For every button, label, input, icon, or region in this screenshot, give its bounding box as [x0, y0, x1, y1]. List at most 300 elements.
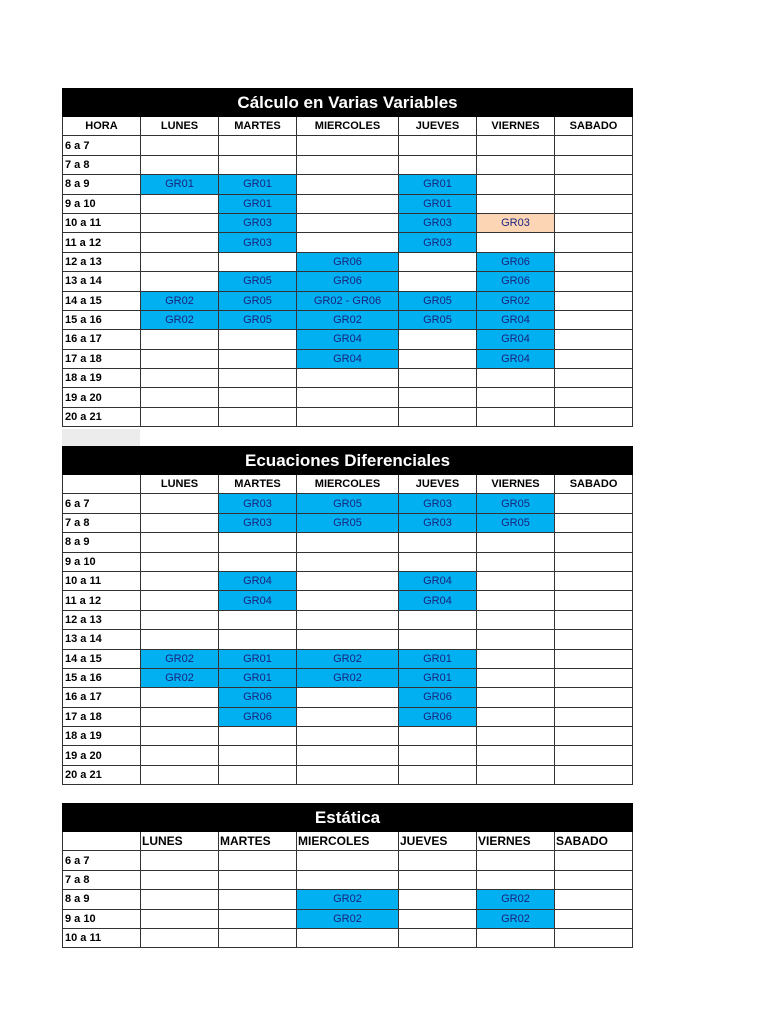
schedule-cell[interactable]: GR02 [297, 890, 399, 909]
table-row [63, 591, 633, 610]
schedule-cell[interactable] [219, 909, 297, 928]
schedule-cell[interactable] [219, 388, 297, 407]
schedule-cell[interactable]: GR03 [399, 494, 477, 513]
schedule-cell[interactable] [297, 630, 399, 649]
column-header: MARTES [219, 117, 297, 136]
schedule-cell[interactable] [297, 591, 399, 610]
schedule-cell[interactable]: GR02 [141, 310, 219, 329]
hour-label: 18 a 19 [63, 369, 141, 388]
table-row [63, 310, 633, 329]
hour-label: 20 a 21 [63, 765, 141, 784]
table-row [63, 746, 633, 765]
schedule-cell[interactable] [141, 494, 219, 513]
schedule-cell[interactable] [297, 533, 399, 552]
table-row [63, 136, 633, 155]
schedule-cell[interactable]: GR02 [141, 649, 219, 668]
schedule-cell[interactable] [141, 533, 219, 552]
schedule-cell[interactable] [141, 155, 219, 174]
hour-label: 20 a 21 [63, 407, 141, 426]
schedule-cell[interactable] [555, 533, 633, 552]
table-row [63, 688, 633, 707]
schedule-cell[interactable] [219, 890, 297, 909]
schedule-cell[interactable]: GR03 [399, 213, 477, 232]
hour-label: 6 a 7 [63, 494, 141, 513]
schedule-cell[interactable] [555, 552, 633, 571]
schedule-cell[interactable] [555, 494, 633, 513]
schedule-cell[interactable] [477, 155, 555, 174]
schedule-cell[interactable]: GR02 - GR06 [297, 291, 399, 310]
schedule-cell[interactable] [219, 851, 297, 870]
schedule-cell[interactable] [477, 928, 555, 947]
schedule-cell[interactable] [141, 591, 219, 610]
schedule-cell[interactable] [555, 407, 633, 426]
schedule-cell[interactable] [477, 591, 555, 610]
schedule-cell[interactable] [399, 533, 477, 552]
schedule-cell[interactable] [555, 175, 633, 194]
table-row [63, 928, 633, 947]
schedule-cell[interactable]: GR04 [219, 591, 297, 610]
schedule-cell[interactable] [555, 330, 633, 349]
hour-label: 11 a 12 [63, 233, 141, 252]
schedule-cell[interactable] [477, 552, 555, 571]
schedule-cell[interactable] [219, 746, 297, 765]
schedule-cell[interactable] [399, 928, 477, 947]
schedule-cell[interactable] [141, 272, 219, 291]
schedule-cell[interactable] [555, 571, 633, 590]
table-row [63, 175, 633, 194]
schedule-title: Cálculo en Varias Variables [63, 89, 633, 117]
column-header: JUEVES [399, 832, 477, 851]
hour-label: 17 a 18 [63, 707, 141, 726]
schedule-cell[interactable]: GR01 [399, 668, 477, 687]
schedule-cell[interactable] [141, 513, 219, 532]
column-header: VIERNES [477, 475, 555, 494]
schedule-cell[interactable] [141, 407, 219, 426]
column-header: HORA [63, 117, 141, 136]
schedule-cell[interactable] [555, 610, 633, 629]
schedule-cell[interactable] [555, 688, 633, 707]
schedule-cell[interactable] [219, 765, 297, 784]
table-row [63, 851, 633, 870]
hour-label: 8 a 9 [63, 890, 141, 909]
schedule-cell[interactable] [555, 870, 633, 889]
schedule-cell[interactable] [219, 533, 297, 552]
table-row [63, 533, 633, 552]
schedule-cell[interactable] [219, 552, 297, 571]
schedule-cell[interactable]: GR05 [297, 494, 399, 513]
schedule-cell[interactable]: GR05 [399, 310, 477, 329]
hour-label: 17 a 18 [63, 349, 141, 368]
schedule-cell[interactable]: GR02 [141, 291, 219, 310]
table-row [63, 552, 633, 571]
column-header: SABADO [555, 475, 633, 494]
schedule-cell[interactable] [477, 175, 555, 194]
schedule-cell[interactable] [141, 233, 219, 252]
schedule-cell[interactable] [399, 851, 477, 870]
hour-label: 14 a 15 [63, 649, 141, 668]
schedule-cell[interactable]: GR03 [219, 213, 297, 232]
schedule-cell[interactable]: GR05 [297, 513, 399, 532]
schedule-cell[interactable]: GR01 [399, 194, 477, 213]
schedule-cell[interactable] [297, 765, 399, 784]
schedule-cell[interactable] [555, 630, 633, 649]
schedule-cell[interactable] [297, 870, 399, 889]
schedule-cell[interactable] [141, 369, 219, 388]
schedule-cell[interactable] [477, 688, 555, 707]
table-row [63, 233, 633, 252]
schedule-cell[interactable]: GR04 [399, 591, 477, 610]
schedule-cell[interactable] [297, 388, 399, 407]
column-header: MIERCOLES [297, 117, 399, 136]
schedule-cell[interactable] [555, 851, 633, 870]
hour-label: 13 a 14 [63, 272, 141, 291]
column-header: LUNES [141, 117, 219, 136]
schedule-cell[interactable] [555, 213, 633, 232]
schedule-cell[interactable] [297, 369, 399, 388]
schedule-cell[interactable]: GR05 [477, 494, 555, 513]
table-row [63, 494, 633, 513]
hour-label: 10 a 11 [63, 928, 141, 947]
schedule-cell[interactable] [141, 252, 219, 271]
schedule-cell[interactable]: GR04 [297, 349, 399, 368]
schedule-cell[interactable] [477, 765, 555, 784]
schedule-cell[interactable] [399, 369, 477, 388]
schedule-cell[interactable]: GR05 [219, 291, 297, 310]
schedule-cell[interactable] [219, 610, 297, 629]
schedule-cell[interactable] [555, 746, 633, 765]
hour-label: 11 a 12 [63, 591, 141, 610]
hour-label: 12 a 13 [63, 252, 141, 271]
hour-label: 9 a 10 [63, 552, 141, 571]
schedule-cell[interactable] [477, 610, 555, 629]
schedule-cell[interactable] [555, 155, 633, 174]
schedule-cell[interactable] [219, 928, 297, 947]
hour-label: 13 a 14 [63, 630, 141, 649]
schedule-cell[interactable] [399, 155, 477, 174]
table-row [63, 194, 633, 213]
schedule-cell[interactable] [555, 707, 633, 726]
spacer-cell [62, 429, 140, 447]
hour-label: 8 a 9 [63, 175, 141, 194]
schedule-cell[interactable] [141, 765, 219, 784]
schedule-cell[interactable] [297, 407, 399, 426]
schedule-cell[interactable] [477, 388, 555, 407]
schedule-cell[interactable] [219, 407, 297, 426]
schedule-cell[interactable] [477, 533, 555, 552]
hour-label: 15 a 16 [63, 668, 141, 687]
column-header: JUEVES [399, 117, 477, 136]
schedule-cell[interactable] [141, 571, 219, 590]
schedule-cell[interactable] [555, 388, 633, 407]
schedule-cell[interactable] [297, 213, 399, 232]
schedule-cell[interactable] [555, 668, 633, 687]
schedule-cell[interactable] [141, 928, 219, 947]
schedule-cell[interactable]: GR06 [297, 272, 399, 291]
schedule-cell[interactable] [297, 155, 399, 174]
schedule-cell[interactable] [399, 746, 477, 765]
schedule-cell[interactable]: GR01 [219, 668, 297, 687]
schedule-cell[interactable] [555, 369, 633, 388]
schedule-cell[interactable]: GR01 [141, 175, 219, 194]
schedule-cell[interactable] [399, 388, 477, 407]
schedule-cell[interactable] [399, 552, 477, 571]
hour-label: 14 a 15 [63, 291, 141, 310]
schedule-cell[interactable]: GR06 [399, 707, 477, 726]
table-row [63, 727, 633, 746]
table-row [63, 291, 633, 310]
schedule-cell[interactable] [555, 727, 633, 746]
schedule-cell[interactable] [141, 746, 219, 765]
hour-label: 9 a 10 [63, 194, 141, 213]
schedule-cell[interactable]: GR01 [399, 649, 477, 668]
schedule-cell[interactable] [399, 407, 477, 426]
schedule-cell[interactable]: GR02 [297, 649, 399, 668]
schedule-cell[interactable]: GR04 [477, 310, 555, 329]
schedule-cell[interactable] [555, 233, 633, 252]
hour-label: 19 a 20 [63, 388, 141, 407]
schedule-cell[interactable] [477, 668, 555, 687]
column-header: SABADO [555, 832, 633, 851]
schedule-cell[interactable] [477, 851, 555, 870]
schedule-cell[interactable] [141, 707, 219, 726]
schedule-cell[interactable] [141, 909, 219, 928]
table-row [63, 765, 633, 784]
schedule-cell[interactable] [297, 746, 399, 765]
schedule-cell[interactable]: GR03 [477, 213, 555, 232]
schedule-cell[interactable] [477, 746, 555, 765]
schedule-cell[interactable] [399, 252, 477, 271]
hour-label: 7 a 8 [63, 513, 141, 532]
schedule-cell[interactable] [141, 330, 219, 349]
schedule-cell[interactable] [555, 649, 633, 668]
schedule-cell[interactable]: GR05 [219, 310, 297, 329]
schedule-cell[interactable] [297, 688, 399, 707]
schedule-cell[interactable] [555, 272, 633, 291]
hour-label: 12 a 13 [63, 610, 141, 629]
schedule-cell[interactable]: GR02 [477, 890, 555, 909]
schedule-cell[interactable] [141, 610, 219, 629]
schedule-cell[interactable] [399, 890, 477, 909]
schedule-cell[interactable]: GR05 [399, 291, 477, 310]
schedule-cell[interactable] [141, 388, 219, 407]
schedule-cell[interactable]: GR06 [399, 688, 477, 707]
schedule-cell[interactable] [297, 175, 399, 194]
schedule-cell[interactable] [297, 928, 399, 947]
schedule-cell[interactable] [141, 870, 219, 889]
schedule-cell[interactable] [219, 369, 297, 388]
schedule-cell[interactable]: GR04 [297, 330, 399, 349]
schedule-cell[interactable]: GR04 [477, 330, 555, 349]
schedule-cell[interactable]: GR06 [477, 252, 555, 271]
schedule-cell[interactable] [555, 194, 633, 213]
schedule-cell[interactable] [219, 155, 297, 174]
schedule-cell[interactable] [477, 870, 555, 889]
table-row [63, 870, 633, 889]
table-row [63, 668, 633, 687]
schedule-cell[interactable]: GR03 [219, 233, 297, 252]
table-row [63, 407, 633, 426]
column-header: MIERCOLES [297, 475, 399, 494]
schedule-cell[interactable] [477, 136, 555, 155]
column-header: LUNES [141, 832, 219, 851]
schedule-cell[interactable] [555, 136, 633, 155]
schedule-cell[interactable]: GR03 [399, 233, 477, 252]
schedule-cell[interactable] [399, 909, 477, 928]
schedule-cell[interactable] [399, 272, 477, 291]
schedule-cell[interactable] [219, 349, 297, 368]
schedule-cell[interactable]: GR02 [141, 668, 219, 687]
schedule-cell[interactable]: GR02 [297, 668, 399, 687]
schedule-cell[interactable] [141, 136, 219, 155]
column-header: MARTES [219, 832, 297, 851]
schedule-cell[interactable] [141, 727, 219, 746]
schedule-cell[interactable] [141, 630, 219, 649]
schedule-cell[interactable] [399, 349, 477, 368]
schedule-cell[interactable]: GR01 [219, 175, 297, 194]
schedule-cell[interactable] [297, 552, 399, 571]
schedule-cell[interactable]: GR02 [477, 909, 555, 928]
schedule-cell[interactable]: GR03 [219, 494, 297, 513]
schedule-cell[interactable] [555, 765, 633, 784]
schedule-cell[interactable] [219, 136, 297, 155]
schedule-cell[interactable]: GR04 [399, 571, 477, 590]
schedule-cell[interactable] [219, 630, 297, 649]
table-row [63, 369, 633, 388]
schedule-cell[interactable] [141, 688, 219, 707]
schedule-cell[interactable] [555, 928, 633, 947]
schedule-cell[interactable] [399, 330, 477, 349]
schedule-cell[interactable]: GR05 [219, 272, 297, 291]
schedule-cell[interactable]: GR01 [219, 649, 297, 668]
column-header: VIERNES [477, 832, 555, 851]
table-row [63, 649, 633, 668]
schedule-cell[interactable] [477, 571, 555, 590]
schedule-cell[interactable] [555, 252, 633, 271]
hour-label: 16 a 17 [63, 330, 141, 349]
schedule-cell[interactable] [219, 252, 297, 271]
schedule-cell[interactable]: GR06 [219, 707, 297, 726]
schedule-cell[interactable] [219, 727, 297, 746]
schedule-cell[interactable] [141, 349, 219, 368]
table-row [63, 610, 633, 629]
schedule-cell[interactable] [477, 727, 555, 746]
schedule-cell[interactable] [399, 630, 477, 649]
hour-label: 9 a 10 [63, 909, 141, 928]
schedule-cell[interactable] [399, 765, 477, 784]
hour-label: 6 a 7 [63, 851, 141, 870]
column-header: SABADO [555, 117, 633, 136]
table-row [63, 349, 633, 368]
column-header: LUNES [141, 475, 219, 494]
schedule-cell[interactable] [477, 407, 555, 426]
schedule-cell[interactable] [477, 194, 555, 213]
table-row [63, 330, 633, 349]
schedule-cell[interactable]: GR02 [477, 291, 555, 310]
table-row [63, 252, 633, 271]
schedule-cell[interactable] [555, 291, 633, 310]
schedule-cell[interactable]: GR06 [297, 252, 399, 271]
schedule-cell[interactable] [297, 727, 399, 746]
table-row [63, 630, 633, 649]
schedule-cell[interactable] [399, 727, 477, 746]
schedule-cell[interactable]: GR03 [219, 513, 297, 532]
schedule-cell[interactable] [477, 649, 555, 668]
schedule-cell[interactable] [297, 233, 399, 252]
schedule-cell[interactable] [141, 552, 219, 571]
table-row [63, 213, 633, 232]
table-row [63, 909, 633, 928]
hour-label: 19 a 20 [63, 746, 141, 765]
hour-label: 7 a 8 [63, 155, 141, 174]
hour-label: 6 a 7 [63, 136, 141, 155]
hour-label: 10 a 11 [63, 213, 141, 232]
schedule-cell[interactable]: GR03 [399, 513, 477, 532]
schedule-title: Ecuaciones Diferenciales [63, 447, 633, 475]
schedule-cell[interactable] [399, 136, 477, 155]
column-header: JUEVES [399, 475, 477, 494]
schedule-cell[interactable]: GR04 [219, 571, 297, 590]
schedule-table-3 [62, 803, 633, 948]
schedule-cell[interactable] [477, 369, 555, 388]
hour-label: 7 a 8 [63, 870, 141, 889]
schedule-cell[interactable] [555, 890, 633, 909]
schedule-cell[interactable] [297, 194, 399, 213]
schedule-cell[interactable]: GR02 [297, 310, 399, 329]
schedule-cell[interactable] [477, 630, 555, 649]
schedule-cell[interactable] [399, 610, 477, 629]
schedule-cell[interactable] [297, 136, 399, 155]
hour-label: 18 a 19 [63, 727, 141, 746]
schedule-cell[interactable] [219, 330, 297, 349]
schedule-cell[interactable] [477, 707, 555, 726]
schedule-cell[interactable] [555, 591, 633, 610]
table-row [63, 155, 633, 174]
schedule-cell[interactable] [555, 349, 633, 368]
schedule-cell[interactable] [297, 707, 399, 726]
schedule-cell[interactable] [297, 851, 399, 870]
schedule-cell[interactable]: GR06 [219, 688, 297, 707]
hour-label: 8 a 9 [63, 533, 141, 552]
schedule-cell[interactable] [297, 571, 399, 590]
schedule-cell[interactable]: GR06 [477, 272, 555, 291]
schedule-cell[interactable] [141, 890, 219, 909]
schedule-cell[interactable]: GR02 [297, 909, 399, 928]
schedule-cell[interactable]: GR04 [477, 349, 555, 368]
column-header: MIERCOLES [297, 832, 399, 851]
schedule-cell[interactable] [141, 194, 219, 213]
schedule-cell[interactable] [219, 870, 297, 889]
column-header: MARTES [219, 475, 297, 494]
schedule-cell[interactable] [141, 213, 219, 232]
table-row [63, 707, 633, 726]
column-header: VIERNES [477, 117, 555, 136]
schedule-cell[interactable]: GR01 [399, 175, 477, 194]
schedule-cell[interactable]: GR05 [477, 513, 555, 532]
schedule-cell[interactable]: GR01 [219, 194, 297, 213]
schedule-cell[interactable] [399, 870, 477, 889]
schedule-cell[interactable] [555, 513, 633, 532]
schedule-cell[interactable] [141, 851, 219, 870]
schedule-cell[interactable] [297, 610, 399, 629]
schedule-cell[interactable] [555, 310, 633, 329]
schedule-title: Estática [63, 804, 633, 832]
table-row [63, 571, 633, 590]
schedule-cell[interactable] [555, 909, 633, 928]
table-row [63, 272, 633, 291]
table-row [63, 513, 633, 532]
hour-label: 15 a 16 [63, 310, 141, 329]
schedule-cell[interactable] [477, 233, 555, 252]
